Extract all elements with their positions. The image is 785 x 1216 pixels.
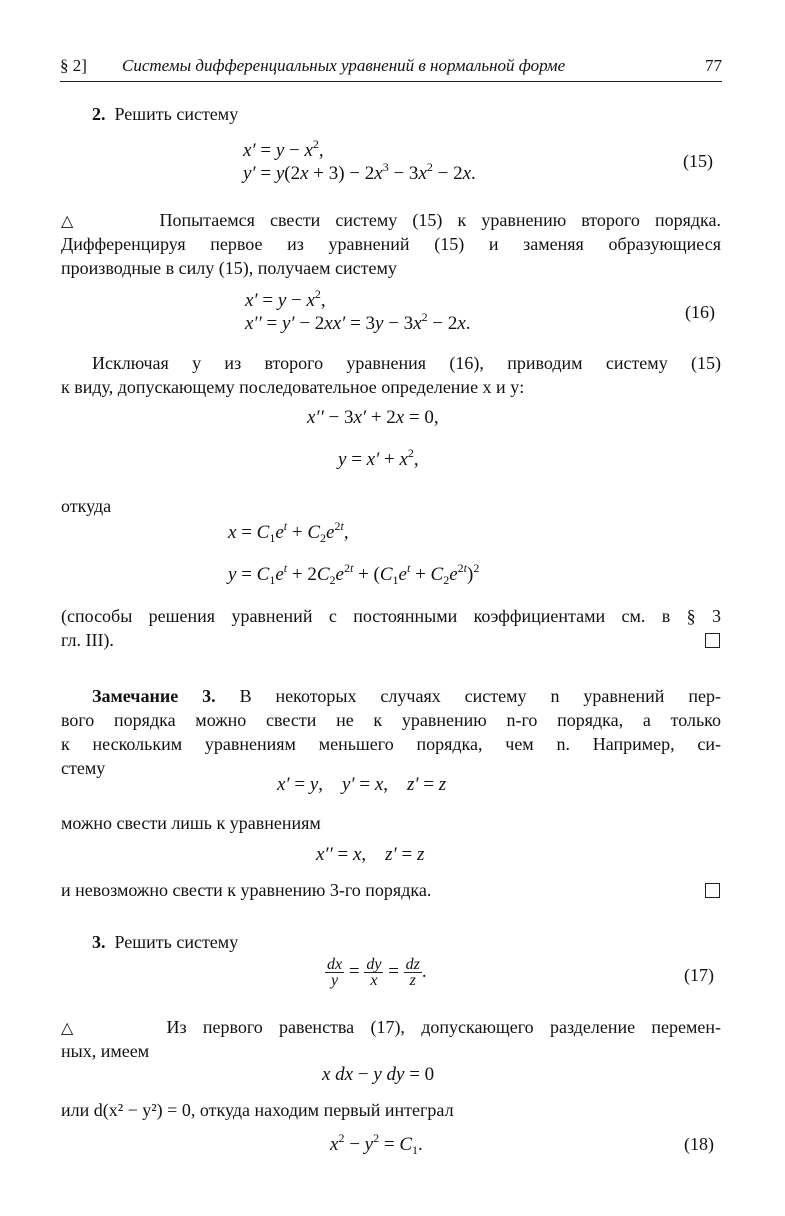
equation-17-number: (17) bbox=[684, 965, 714, 985]
page-number: 77 bbox=[705, 56, 722, 75]
equation-y-expression: $y = x' + x^2$, bbox=[338, 446, 419, 470]
problem-3-heading bbox=[92, 930, 238, 954]
chapter-title: Системы дифференциальных уравнений в нормальной форме bbox=[122, 56, 566, 75]
equation-example-system: x′ = y, y′ = x, z′ = z bbox=[277, 774, 447, 795]
equation-15-number: (15) bbox=[683, 151, 713, 171]
remark-3-line-5: можно свести лишь к уравнениям bbox=[61, 813, 321, 833]
header-rule bbox=[60, 81, 722, 82]
problem-number: 3. bbox=[92, 932, 106, 952]
triangle-icon: △ bbox=[61, 1020, 86, 1037]
problem-3-or-line: или d(x² − y²) = 0, откуда находим первый интеграл bbox=[61, 1100, 454, 1120]
equation-16-number: (16) bbox=[685, 302, 715, 322]
remark-3-line-3: к нескольким уравнениям меньшего порядка, чем n. Например, си- bbox=[61, 734, 721, 754]
remark-title: Замечание 3. bbox=[92, 686, 216, 706]
qed-box-icon bbox=[705, 633, 720, 653]
remark-3-line-2: вого порядка можно свести не к уравнению n-го порядка, а только bbox=[61, 710, 721, 730]
equation-15-line-2: $y' = y(2x + 3) - 2x^3 - 3x^2 - 2x$. bbox=[243, 160, 476, 184]
remark-3-line-6: и невозможно свести к уравнению 3-го порядка. bbox=[61, 880, 432, 900]
problem-2-heading bbox=[92, 102, 238, 126]
problem-3-solution-line-2: ных, имеем bbox=[61, 1041, 150, 1061]
problem-label: Решить систему bbox=[114, 104, 239, 124]
methods-note-line-1: (способы решения уравнений с постоянными коэффициентами см. в § 3 bbox=[61, 606, 721, 626]
problem-3-solution-line-1: △ Из первого равенства (17), допускающего разделение перемен- bbox=[61, 1017, 721, 1037]
whence-text: откуда bbox=[61, 496, 112, 516]
problem-number: 2. bbox=[92, 104, 106, 124]
equation-differential-form: x dx − y dy = 0 bbox=[322, 1064, 435, 1085]
equation-18-number: (18) bbox=[684, 1134, 714, 1154]
problem-label: Решить систему bbox=[114, 932, 239, 952]
equation-18: $x^2 - y^2 = C_1$. bbox=[330, 1131, 423, 1157]
equation-second-order: x′′ − 3x′ + 2x = 0, bbox=[307, 407, 439, 428]
running-header bbox=[60, 56, 722, 82]
equation-16-line-1: $x' = y - x^2$, bbox=[245, 287, 326, 311]
equation-16-line-2: $x'' = y' - 2xx' = 3y - 3x^2 - 2x$. bbox=[245, 310, 471, 334]
qed-box-icon bbox=[705, 883, 720, 903]
equation-15-line-1: $x' = y - x^2$, bbox=[243, 137, 324, 161]
solution-paragraph-line-1: △ Попытаемся свести систему (15) к уравнению второго порядка. bbox=[61, 210, 722, 230]
elimination-line-2: к виду, допускающему последовательное определение x и y: bbox=[61, 377, 525, 397]
equation-17: $\frac{dx}{y}$ = $\frac{dy}{x}$ = $\frac{dz}{z}$ . bbox=[327, 956, 427, 989]
equation-reduced-system: x′′ = x, z′ = z bbox=[316, 844, 425, 865]
solution-x: $x = C_1e^t + C_2e^{2t}$, bbox=[228, 519, 349, 545]
remark-3-line-4: стему bbox=[61, 758, 106, 778]
remark-3-line-1: Замечание 3. В некоторых случаях систему n уравнений пер- bbox=[92, 686, 721, 706]
solution-paragraph-line-2: Дифференцируя первое из уравнений (15) и заменяя образующиеся bbox=[61, 234, 721, 254]
section-number: § 2] bbox=[60, 56, 87, 75]
methods-note-line-2: гл. III). bbox=[61, 630, 114, 650]
triangle-icon: △ bbox=[61, 213, 84, 230]
elimination-line-1: Исключая y из второго уравнения (16), приводим систему (15) bbox=[92, 353, 721, 373]
solution-y: $y = C_1e^t + 2C_2e^{2t} + (C_1e^t + C_2e^{2t})^2$ bbox=[228, 561, 480, 587]
solution-paragraph-line-3: производные в силу (15), получаем систему bbox=[61, 258, 397, 278]
